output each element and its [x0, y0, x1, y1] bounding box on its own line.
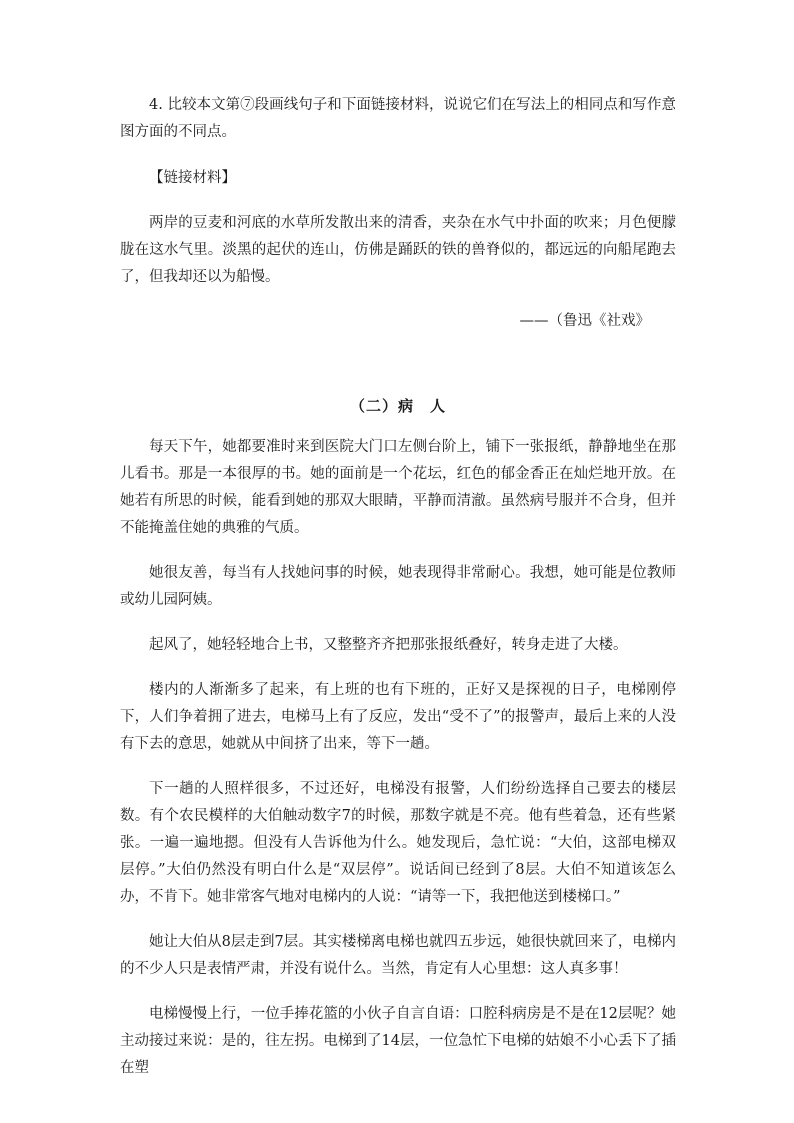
paragraph: 下一趟的人照样很多，不过还好，电梯没有报警，人们纷纷选择自己要去的楼层数。有个农民模样的大伯触动数字7的时候，那数字就是不亮。他有些着急，还有些紧张。一遍一遍地摁。但没有人告诉他为什么。她发现后，急忙说：“大伯，这部电梯双层停。”大伯仍然没有明白什么是“双层停”。说话间已经到了8层。大伯不知道该怎么办，不肯下。她非常客气地对电梯内的人说：“请等一下，我把他送到楼梯口。”	[120, 781, 676, 905]
paragraph: 楼内的人渐渐多了起来，有上班的也有下班的，正好又是探视的日子，电梯刚停下，人们争着拥了进去，电梯马上有了反应，发出“受不了”的报警声，最后上来的人没有下去的意思，她就从中间挤了出来，等下一趟。	[120, 682, 676, 752]
paragraph: 起风了，她轻轻地合上书，又整整齐齐把那张报纸叠好，转身走进了大楼。	[149, 637, 628, 653]
document-content	[120, 88, 676, 1082]
paragraph: 每天下午，她都要准时来到医院大门口左侧台阶上，铺下一张报纸，静静地坐在那儿看书。那是一本很厚的书。她的面前是一个花坛，红色的郁金香正在灿烂地开放。在她若有所思的时候，能看到她的那双大眼睛，平静而清澈。虽然病号服并不合身，但并不能掩盖住她的典雅的气质。	[120, 439, 676, 536]
paragraph: 电梯慢慢上行，一位手捧花篮的小伙子自言自语：口腔科病房是不是在12层呢？她主动接过来说：是的，往左拐。电梯到了14层，一位急忙下电梯的姑娘不小心丢下了插在塑	[120, 1006, 676, 1076]
section-title: （二）病 人	[349, 397, 446, 415]
quote-attribution: ——（鲁迅《社戏》	[519, 313, 650, 329]
question-4: 4. 比较本文第⑦段画线句子和下面链接材料，说说它们在写法上的相同点和写作意图方面的不同点。	[120, 97, 676, 140]
link-material-quote: 两岸的豆麦和河底的水草所发散出来的清香，夹杂在水气中扑面的吹来；月色便朦胧在这水气里。淡黑的起伏的连山，仿佛是踊跃的铁的兽脊似的，都远远的向船尾跑去了，但我却还以为船慢。	[120, 215, 676, 285]
link-material-label: 【链接材料】	[149, 170, 236, 186]
paragraph: 她很友善，每当有人找她问事的时候，她表现得非常耐心。我想，她可能是位教师或幼儿园阿姨。	[120, 565, 676, 608]
paragraph: 她让大伯从8层走到7层。其实楼梯离电梯也就四五步远，她很快就回来了，电梯内的不少人只是表情严肃，并没有说什么。当然，肯定有人心里想：这人真多事！	[120, 934, 676, 977]
